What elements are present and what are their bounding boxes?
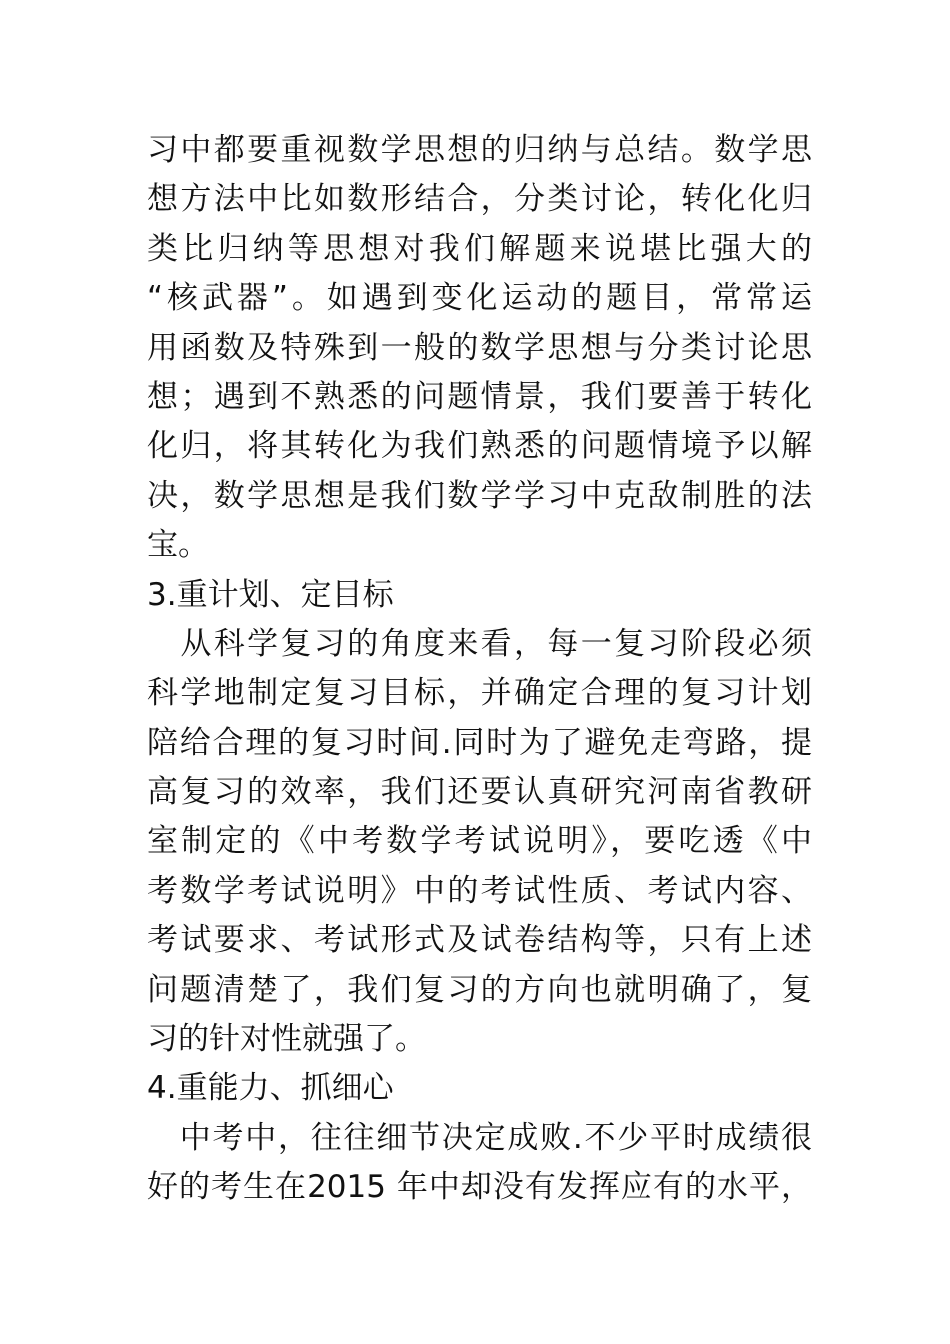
paragraph-plan-goals <box>147 620 812 1065</box>
text-line: 中考中，往往细节决定成败.不少平时成绩很 <box>147 1119 812 1156</box>
text-line: 问题清楚了，我们复习的方向也就明确了，复 <box>147 971 812 1008</box>
text-line: 考试要求、考试形式及试卷结构等，只有上述 <box>147 922 812 959</box>
text-line: 类比归纳等思想对我们解题来说堪比强大的 <box>147 230 812 267</box>
text-line: 好的考生在2015 年中却没有发挥应有的水平， <box>147 1169 812 1206</box>
text-line: “核武器”。如遇到变化运动的题目，常常运 <box>147 280 812 317</box>
text-line: 科学地制定复习目标，并确定合理的复习计划 <box>147 675 812 712</box>
text-line: 习中都要重视数学思想的归纳与总结。数学思 <box>147 132 812 168</box>
text-line: 想；遇到不熟悉的问题情景，我们要善于转化 <box>147 378 812 415</box>
section-heading-4: 4.重能力、抓细心 <box>147 1070 394 1107</box>
paragraph-math-thinking <box>147 126 812 571</box>
text-line: 宝。 <box>147 527 209 564</box>
text-line: 用函数及特殊到一般的数学思想与分类讨论思 <box>147 329 812 366</box>
text-line: 从科学复习的角度来看，每一复习阶段必须 <box>147 625 812 662</box>
text-line: 习的针对性就强了。 <box>147 1021 426 1058</box>
text-line: 考数学考试说明》中的考试性质、考试内容、 <box>147 872 812 909</box>
text-line: 高复习的效率，我们还要认真研究河南省教研 <box>147 774 812 811</box>
text-line: 室制定的《中考数学考试说明》，要吃透《中 <box>147 823 812 860</box>
section-heading-3: 3.重计划、定目标 <box>147 576 394 613</box>
text-line: 陪给合理的复习时间.同时为了避免走弯路，提 <box>147 724 812 761</box>
text-line: 决，数学思想是我们数学学习中克敌制胜的法 <box>147 477 812 514</box>
text-line: 想方法中比如数形结合，分类讨论，转化化归 <box>147 181 812 218</box>
paragraph-ability-care <box>147 1114 812 1213</box>
document-body <box>147 126 812 1213</box>
text-line: 化归，将其转化为我们熟悉的问题情境予以解 <box>147 428 812 465</box>
